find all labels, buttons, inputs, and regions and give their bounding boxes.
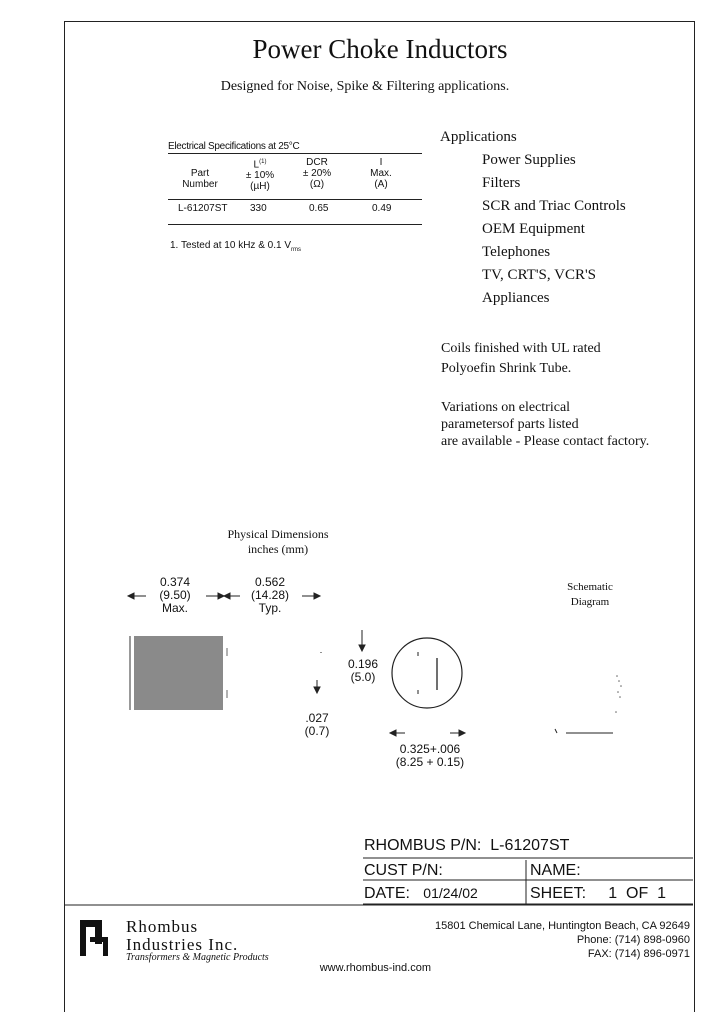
company-fax: FAX: (714) 896-0971 [587,948,690,960]
dim-lead-dia: .027 (0.7) [304,711,330,738]
spec-caption: Electrical Specifications at 25°C [168,141,300,152]
spec-header-dcr: DCR ± 20% (Ω) [302,157,332,190]
application-item: Power Supplies [482,152,576,168]
application-item: OEM Equipment [482,221,585,237]
physical-dimensions-heading: Physical Dimensions inches (mm) [227,527,329,556]
cust-pn-label: CUST P/N: [364,862,443,879]
company-website[interactable]: www.rhombus-ind.com [319,962,431,974]
application-item: Telephones [482,244,551,260]
company-address: 15801 Chemical Lane, Huntington Beach, CA 92649 [434,920,690,932]
application-item: Filters [482,175,521,191]
company-name: Rhombus [126,917,199,936]
spec-cell-inductance: 330 [250,203,267,214]
page-subtitle: Designed for Noise, Spike & Filtering applications. [220,79,510,94]
dim-length: 0.374 (9.50) Max. [159,575,191,615]
coils-note: Coils finished with UL rated Polyoefin Shrink Tube. [441,341,601,376]
spec-cell-current: 0.49 [372,203,392,214]
variations-note: Variations on electrical parametersof parts listed are available - Please contact factory. [441,400,650,449]
dim-height: 0.196 (5.0) [347,657,379,684]
company-tagline: Transformers & Magnetic Products [126,952,269,963]
spec-footnote: 1. Tested at 10 kHz & 0.1 $V_{rms}$ [170,240,301,253]
application-item: TV, CRT'S, VCR'S [482,267,596,283]
sheet-field: SHEET: 1 OF 1 [530,885,667,902]
company-phone: Phone: (714) 898-0960 [576,934,690,946]
end-view-circle [392,638,462,708]
dim-diameter: 0.325+.006 (8.25 + 0.15) [395,742,465,769]
applications-heading: Applications [440,129,517,145]
spec-cell-part: L-61207ST [178,203,228,214]
dim-lead-length: 0.562 (14.28) Typ. [250,575,290,615]
spec-header-part: Part Number [182,168,218,190]
page-title: Power Choke Inductors [252,34,508,64]
application-item: Appliances [482,290,550,306]
name-label: NAME: [530,862,581,879]
spec-header-current: I Max. (A) [370,157,392,190]
schematic-heading: Schematic Diagram [567,581,613,608]
company-name-2: Industries Inc. [126,935,239,954]
rhombus-pn: RHOMBUS P/N: L-61207ST [364,837,570,854]
date-field: DATE: 01/24/02 [364,885,478,902]
spec-cell-dcr: 0.65 [309,203,329,214]
rhombus-logo-icon [80,920,108,956]
application-item: SCR and Triac Controls [482,198,626,214]
inductor-body [134,636,223,710]
spec-header-inductance: $L^{(1)}$ ± 10% (µH) [245,159,275,193]
